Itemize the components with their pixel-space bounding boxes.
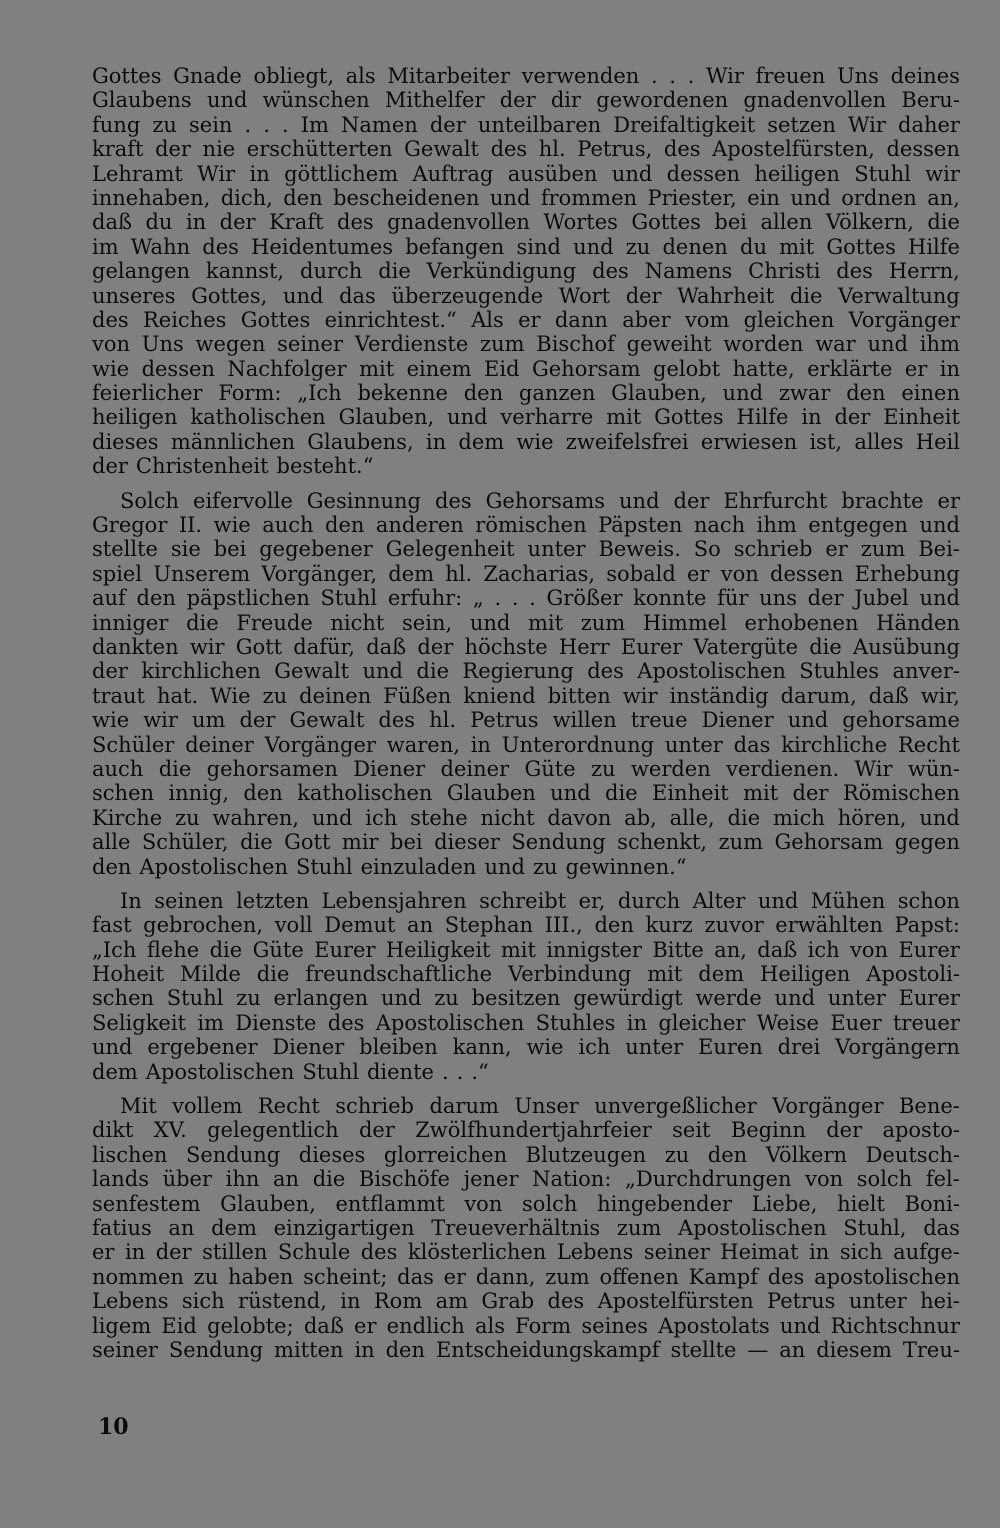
text-line: dikt XV. gelegentlich der Zwölfhundertjahrfeier seit Beginn der aposto-: [92, 1118, 960, 1143]
text-line: spiel Unserem Vorgänger, dem hl. Zacharias, sobald er von dessen Erhebung: [92, 561, 960, 586]
text-line: Hoheit Milde die freundschaftliche Verbindung mit dem Heiligen Apostoli-: [92, 962, 960, 987]
text-line: lands über ihn an die Bischöfe jener Nation: „Durchdrungen von solch fel-: [92, 1167, 960, 1192]
text-line: von Uns wegen seiner Verdienste zum Bischof geweiht worden war und ihm: [92, 332, 960, 357]
text-line: auf den päpstlichen Stuhl erfuhr: „ . . . Größer konnte für uns der Jubel und: [92, 586, 960, 611]
text-line: Gottes Gnade obliegt, als Mitarbeiter verwenden . . . Wir freuen Uns deines: [92, 64, 960, 88]
text-line: wie wir um der Gewalt des hl. Petrus willen treue Diener und gehorsame: [92, 708, 960, 733]
text-line: Gregor II. wie auch den anderen römischen Päpsten nach ihm entgegen und: [92, 513, 960, 538]
text-line: lischen Sendung dieses glorreichen Blutzeugen zu den Völkern Deutsch-: [92, 1142, 960, 1167]
text-line: unseres Gottes, und das überzeugende Wort der Wahrheit die Verwaltung: [92, 283, 960, 308]
text-line: der kirchlichen Gewalt und die Regierung des Apostolischen Stuhles anver-: [92, 659, 960, 684]
text-line: Solch eifervolle Gesinnung des Gehorsams und der Ehrfurcht brachte er: [120, 488, 960, 513]
text-line: Kirche zu wahren, und ich stehe nicht davon ab, alle, die mich hören, und: [92, 805, 960, 830]
text-line: In seinen letzten Lebensjahren schreibt er, durch Alter und Mühen schon: [120, 888, 960, 913]
text-line: er in der stillen Schule des klösterlichen Lebens seiner Heimat in sich aufge-: [92, 1240, 960, 1265]
text-line: Lebens sich rüstend, in Rom am Grab des Apostelfürsten Petrus unter hei-: [92, 1289, 960, 1314]
text-line: dieses männlichen Glaubens, in dem wie zweifelsfrei erwiesen ist, alles Heil: [92, 429, 960, 454]
text-line: heiligen katholischen Glauben, und verharre mit Gottes Hilfe in der Einheit: [92, 405, 960, 430]
text-line: dem Apostolischen Stuhl diente . . .“: [92, 1059, 489, 1084]
text-line: inniger die Freude nicht sein, und mit zum Himmel erhobenen Händen: [92, 610, 960, 635]
text-line: schen Stuhl zu erlangen und zu besitzen gewürdigt werde und unter Eurer: [92, 986, 960, 1011]
text-line: auch die gehorsamen Diener deiner Güte zu werden verdienen. Wir wün-: [92, 756, 960, 781]
text-line: daß du in der Kraft des gnadenvollen Wortes Gottes bei allen Völkern, die: [92, 210, 960, 235]
text-line: im Wahn des Heidentumes befangen sind und zu denen du mit Gottes Hilfe: [92, 234, 960, 259]
text-line: kraft der nie erschütterten Gewalt des hl. Petrus, des Apostelfürsten, dessen: [92, 137, 960, 162]
text-line: seiner Sendung mitten in den Entscheidungskampf stellte — an diesem Treu-: [92, 1337, 960, 1362]
text-line: alle Schüler, die Gott mir bei dieser Sendung schenkt, zum Gehorsam gegen: [92, 830, 960, 855]
text-line: fung zu sein . . . Im Namen der unteilbaren Dreifaltigkeit setzen Wir daher: [92, 112, 960, 137]
body-text: [92, 64, 960, 1372]
text-line: feierlicher Form: „Ich bekenne den ganzen Glauben, und zwar den einen: [92, 381, 960, 406]
text-line: und ergebener Diener bleiben kann, wie ich unter Euren drei Vorgängern: [92, 1035, 960, 1060]
text-line: traut hat. Wie zu deinen Füßen kniend bitten wir inständig darum, daß wir,: [92, 683, 960, 708]
text-line: wie dessen Nachfolger mit einem Eid Gehorsam gelobt hatte, erklärte er in: [92, 356, 960, 381]
paragraph: [92, 64, 960, 479]
page-number: 10: [98, 1414, 129, 1440]
text-line: ligem Eid gelobte; daß er endlich als Form seines Apostolats und Richtschnur: [92, 1313, 960, 1338]
text-line: Lehramt Wir in göttlichem Auftrag ausüben und dessen heiligen Stuhl wir: [92, 161, 960, 186]
text-line: stellte sie bei gegebener Gelegenheit unter Beweis. So schrieb er zum Bei-: [92, 537, 960, 562]
text-line: fast gebrochen, voll Demut an Stephan III., den kurz zuvor erwählten Papst:: [92, 913, 960, 938]
text-line: innehaben, dich, den bescheidenen und frommen Priester, ein und ordnen an,: [92, 185, 960, 210]
text-line: schen innig, den katholischen Glauben und die Einheit mit der Römischen: [92, 781, 960, 806]
text-line: Mit vollem Recht schrieb darum Unser unvergeßlicher Vorgänger Bene-: [120, 1094, 960, 1119]
text-line: Glaubens und wünschen Mithelfer der dir gewordenen gnadenvollen Beru-: [92, 88, 960, 113]
text-line: gelangen kannst, durch die Verkündigung des Namens Christi des Herrn,: [92, 259, 960, 284]
text-line: Seligkeit im Dienste des Apostolischen Stuhles in gleicher Weise Euer treuer: [92, 1010, 960, 1035]
text-line: den Apostolischen Stuhl einzuladen und zu gewinnen.“: [92, 854, 687, 879]
text-line: „Ich flehe die Güte Eurer Heiligkeit mit innigster Bitte an, daß ich von Eurer: [92, 937, 960, 962]
text-line: senfestem Glauben, entflammt von solch hingebender Liebe, hielt Boni-: [92, 1191, 960, 1216]
text-line: der Christenheit besteht.“: [92, 454, 374, 479]
text-line: fatius an dem einzigartigen Treueverhältnis zum Apostolischen Stuhl, das: [92, 1215, 960, 1240]
text-line: dankten wir Gott dafür, daß der höchste Herr Eurer Vatergüte die Ausübung: [92, 634, 960, 659]
text-line: nommen zu haben scheint; das er dann, zum offenen Kampf des apostolischen: [92, 1264, 960, 1289]
paragraph: [92, 889, 960, 1084]
text-line: Schüler deiner Vorgänger waren, in Unterordnung unter das kirchliche Recht: [92, 732, 960, 757]
paragraph: [92, 1094, 960, 1362]
text-line: des Reiches Gottes einrichtest.“ Als er dann aber vom gleichen Vorgänger: [92, 307, 960, 332]
paragraph: [92, 489, 960, 879]
